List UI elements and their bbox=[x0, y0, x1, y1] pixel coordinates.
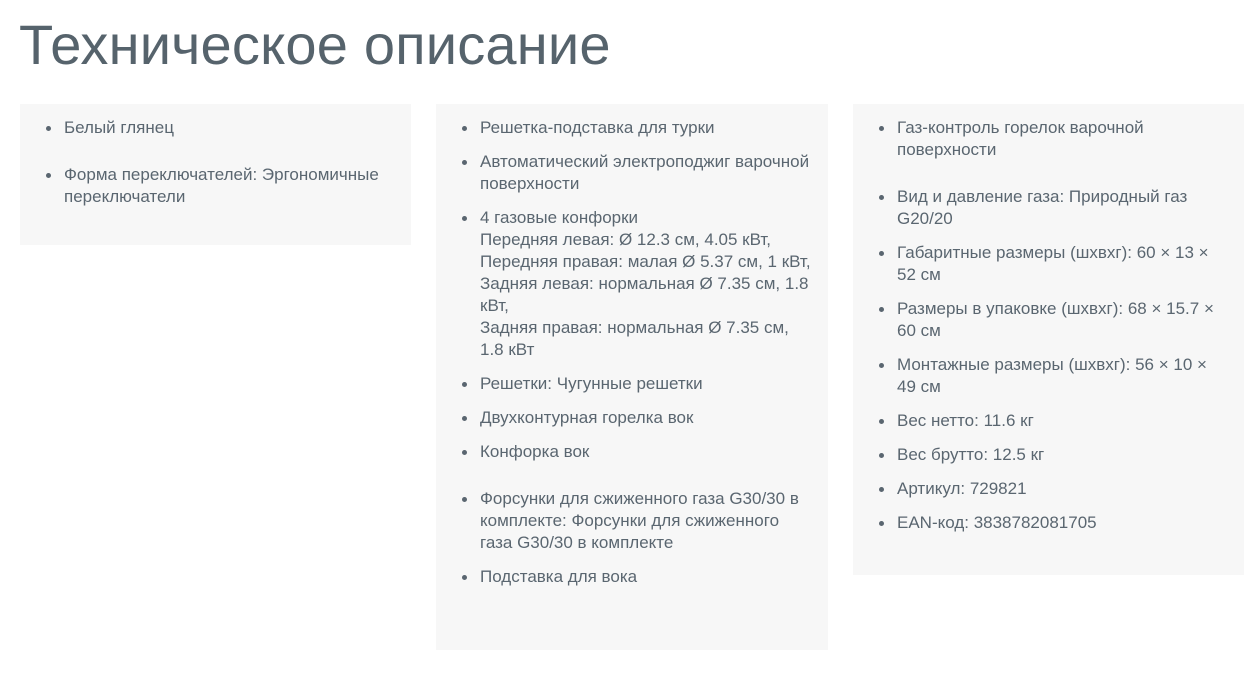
spec-list bbox=[462, 117, 812, 588]
burner-front-left: Передняя левая: Ø 12.3 см, 4.05 кВт, bbox=[480, 230, 772, 249]
spec-item-package-dimensions: Размеры в упаковке (шхвхг): 68 × 15.7 × 60 см bbox=[879, 298, 1228, 342]
spec-list bbox=[46, 117, 395, 208]
spec-item-coffee-grate: Решетка-подставка для турки bbox=[462, 117, 812, 139]
spec-item-auto-ignition: Автоматический электроподжиг варочной поверхности bbox=[462, 151, 812, 195]
spec-list bbox=[879, 117, 1228, 534]
spec-item-wok-hob: Конфорка вок bbox=[462, 441, 812, 463]
spec-item-gas-control: Газ-контроль горелок варочной поверхности bbox=[879, 117, 1228, 161]
spec-item-ean: EAN-код: 3838782081705 bbox=[879, 512, 1228, 534]
spec-item-wok-stand: Подставка для вока bbox=[462, 566, 812, 588]
spec-item-lpg-nozzles: Форсунки для сжиженного газа G30/30 в комплекте: Форсунки для сжиженного газа G30/30 в комплекте bbox=[462, 488, 812, 554]
page-title: Техническое описание bbox=[19, 13, 611, 76]
spec-item-net-weight: Вес нетто: 11.6 кг bbox=[879, 410, 1228, 432]
spec-item-switch-shape: Форма переключателей: Эргономичные переключатели bbox=[46, 164, 395, 208]
spec-item-article: Артикул: 729821 bbox=[879, 478, 1228, 500]
spec-column-features bbox=[436, 104, 828, 650]
spec-item-color: Белый глянец bbox=[46, 117, 395, 139]
spec-item-gas-type: Вид и давление газа: Природный газ G20/20 bbox=[879, 186, 1228, 230]
spec-item-gross-weight: Вес брутто: 12.5 кг bbox=[879, 444, 1228, 466]
spec-item-gas-burners bbox=[462, 207, 812, 361]
burner-rear-right: Задняя правая: нормальная Ø 7.35 см, 1.8 кВт bbox=[480, 318, 789, 359]
spec-item-gas-burners-title: 4 газовые конфорки bbox=[480, 208, 639, 227]
spec-column-appearance bbox=[20, 104, 411, 245]
spec-item-wok-burner: Двухконтурная горелка вок bbox=[462, 407, 812, 429]
spec-column-technical bbox=[853, 104, 1244, 575]
spec-item-grates: Решетки: Чугунные решетки bbox=[462, 373, 812, 395]
burner-front-right: Передняя правая: малая Ø 5.37 см, 1 кВт, bbox=[480, 252, 811, 271]
spec-item-dimensions: Габаритные размеры (шхвхг): 60 × 13 × 52 см bbox=[879, 242, 1228, 286]
spec-item-mounting-dimensions: Монтажные размеры (шхвхг): 56 × 10 × 49 см bbox=[879, 354, 1228, 398]
burner-rear-left: Задняя левая: нормальная Ø 7.35 см, 1.8 кВт, bbox=[480, 274, 809, 315]
